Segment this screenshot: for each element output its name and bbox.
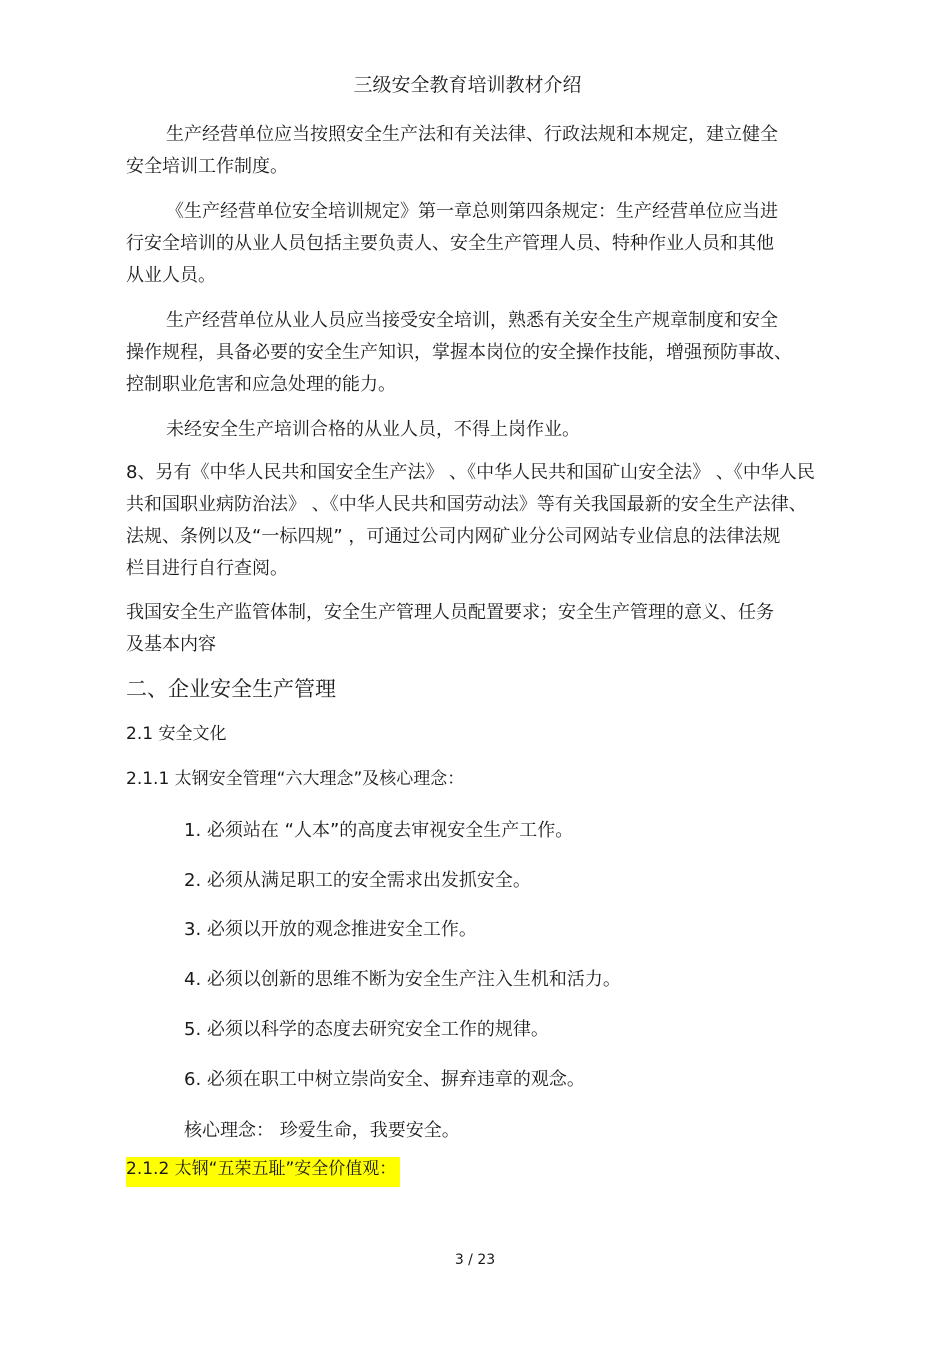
core-concept: 核心理念： 珍爱生命，我要安全。 — [184, 1120, 460, 1141]
paragraph-line: 及基本内容 — [126, 634, 216, 655]
paragraph-line: 8、另有《中华人民共和国安全生产法》 、《中华人民共和国矿山安全法》 、《中华人民 — [126, 462, 815, 483]
paragraph-line: 共和国职业病防治法》 、《中华人民共和国劳动法》等有关我国最新的安全生产法律、 — [126, 494, 807, 515]
paragraph-line: 栏目进行自行查阅。 — [126, 558, 288, 579]
paragraph-line: 生产经营单位从业人员应当接受安全培训，熟悉有关安全生产规章制度和安全 — [166, 310, 778, 331]
paragraph-line: 安全培训工作制度。 — [126, 156, 288, 177]
document-title: 三级安全教育培训教材介绍 — [353, 74, 582, 96]
paragraph-line: 《生产经营单位安全培训规定》第一章总则第四条规定：生产经营单位应当进 — [166, 201, 778, 222]
list-item: 5. 必须以科学的态度去研究安全工作的规律。 — [184, 1019, 549, 1040]
list-item: 2. 必须从满足职工的安全需求出发抓安全。 — [184, 870, 531, 891]
paragraph-line: 从业人员。 — [126, 265, 216, 286]
subsection-heading: 2.1.1 太钢安全管理“六大理念”及核心理念： — [126, 769, 465, 789]
paragraph-line: 行安全培训的从业人员包括主要负责人、安全生产管理人员、特种作业人员和其他 — [126, 233, 774, 254]
paragraph-line: 生产经营单位应当按照安全生产法和有关法律、行政法规和本规定，建立健全 — [166, 124, 778, 145]
page-number: 3 / 23 — [454, 1252, 496, 1268]
paragraph-line: 操作规程，具备必要的安全生产知识，掌握本岗位的安全操作技能，增强预防事故、 — [126, 342, 792, 363]
list-item: 4. 必须以创新的思维不断为安全生产注入生机和活力。 — [184, 969, 621, 990]
list-item: 6. 必须在职工中树立崇尚安全、摒弃违章的观念。 — [184, 1069, 585, 1090]
paragraph-line: 我国安全生产监管体制，安全生产管理人员配置要求；安全生产管理的意义、任务 — [126, 602, 774, 623]
paragraph-line: 控制职业危害和应急处理的能力。 — [126, 374, 396, 395]
paragraph-line: 未经安全生产培训合格的从业人员，不得上岗作业。 — [166, 419, 580, 440]
list-item: 3. 必须以开放的观念推进安全工作。 — [184, 919, 477, 940]
highlighted-subsection-heading: 2.1.2 太钢“五荣五耻”安全价值观： — [126, 1157, 400, 1187]
paragraph-line: 法规、条例以及“一标四规” ，可通过公司内网矿业分公司网站专业信息的法律法规 — [126, 526, 781, 547]
list-item: 1. 必须站在 “人本”的高度去审视安全生产工作。 — [184, 820, 574, 841]
subsection-heading: 2.1 安全文化 — [126, 724, 227, 744]
section-heading: 二、企业安全生产管理 — [126, 677, 336, 701]
